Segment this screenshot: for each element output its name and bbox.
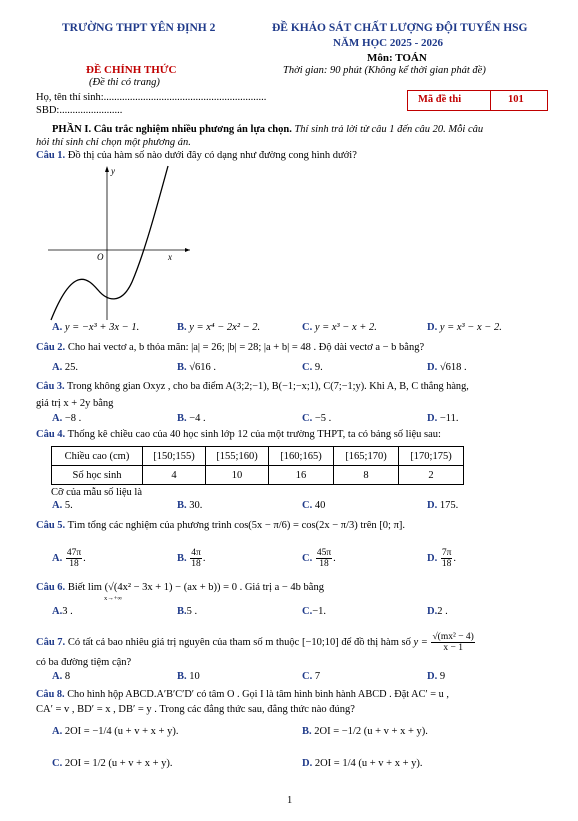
table-cell: [165;170) [334,447,399,466]
part1-instr1: Thí sinh trả lời từ câu 1 đến câu 20. Mỗi câu [294,124,484,135]
q6-line [36,582,324,593]
q5-label: Câu 5. [36,520,66,531]
table-row [52,466,464,485]
q4-line [36,429,441,440]
exam-code-box [407,90,548,111]
q2-text: Cho hai vectơ a, b thỏa mãn: |a| = 26; |b| = 28; |a + b| = 48 . Độ dài vectơ a − b bằng? [67,342,425,353]
table-cell: Số học sinh [52,466,143,485]
q4-label: Câu 4. [36,429,66,440]
height-stats-table [51,446,464,485]
q5-line [36,520,405,531]
part1-heading [36,124,483,135]
q5-option-c[interactable]: C. $\frac{45\pi}{18}$ . [302,548,336,569]
x-axis-label: x [168,252,172,262]
q1-option-a[interactable]: A. y = −x³ + 3x − 1. [52,322,140,333]
q7-option-d[interactable]: D. 9 [427,671,446,682]
q5-option-b[interactable]: B. $\frac{4\pi}{18}$ . [177,548,206,569]
q1-graph [44,162,194,322]
q8-text: Cho hình hộp ABCD.A′B′C′D′ có tâm O . Gọi I là tâm hình bình hành ABCD . Đặt AC′ = u , [67,689,449,700]
sbd-line: SBD:........................ [36,105,123,116]
q1-text: Đồ thị của hàm số nào dưới đây có dạng như đường cong hình dưới? [67,150,357,161]
table-cell: Chiều cao (cm) [52,447,143,466]
origin-label: O [97,252,104,262]
table-cell: [150;155) [143,447,206,466]
q6-option-a[interactable]: A.3 . [52,606,73,617]
table-row [52,447,464,466]
q8-option-b[interactable]: B. 2OI = −1/2 (u + v + x + y). [302,726,428,737]
q2-option-a[interactable]: A. 25. [52,362,78,373]
q6-option-d[interactable]: D.2 . [427,606,448,617]
q2-label: Câu 2. [36,342,66,353]
q3-text2: giá trị x + 2y bằng [36,398,114,409]
q7-func-den: x − 1 [443,643,463,653]
function-curve [51,166,168,320]
q1-label: Câu 1. [36,150,66,161]
table-cell: 4 [143,466,206,485]
q7-text2: có ba đường tiệm cận? [36,657,132,668]
duration: Thời gian: 90 phút (Không kể thời gian phát đề) [283,65,486,76]
part1-instr2: hỏi thí sinh chỉ chọn một phương án. [36,137,191,148]
school-name: TRƯỜNG THPT YÊN ĐỊNH 2 [62,22,216,34]
q6-label: Câu 6. [36,582,66,593]
q6-text: Biết lim (√(4x² − 3x + 1) − (ax + b)) = 0 . Giá trị a − 4b bằng [67,582,324,593]
q2-line [36,342,424,353]
q1-line [36,150,357,161]
q4-option-d[interactable]: D. 175. [427,500,459,511]
q1-option-b[interactable]: B. y = x⁴ − 2x² − 2. [177,322,261,333]
q8-text2: CA′ = v , BD′ = x , DB′ = y . Trong các đẳng thức sau, đẳng thức nào đúng? [36,704,355,715]
q3-line [36,381,469,392]
table-cell: [170;175) [399,447,464,466]
q3-text: Trong không gian Oxyz , cho ba điểm A(3;2;−1), B(−1;−x;1), C(7;−1;y). Khi A, B, C thẳng hàng, [67,381,469,392]
subject: Môn: TOÁN [367,52,427,64]
y-axis-arrow [105,166,109,172]
exam-title: ĐỀ KHẢO SÁT CHẤT LƯỢNG ĐỘI TUYỂN HSG [272,22,528,34]
q3-option-d[interactable]: D. −11. [427,413,459,424]
q8-line [36,689,449,700]
q2-option-c[interactable]: C. 9. [302,362,323,373]
page-number: 1 [287,795,293,806]
q7-line: Câu 7. Có tất cả bao nhiêu giá trị nguyên của tham số m thuộc [−10;10] để đồ thị hàm số y = $\frac{\text{√(mx² − 4)}}{x - 1}$ [36,632,474,653]
q3-label: Câu 3. [36,381,65,392]
official-label: ĐỀ CHÍNH THỨC [86,64,177,76]
part1-title: PHẦN I. Câu trắc nghiệm nhiều phương án lựa chọn. [52,124,292,135]
q5-option-d[interactable]: D. $\frac{7\pi}{18}$ . [427,548,457,569]
q7-label: Câu 7. [36,636,66,648]
q1-option-d[interactable]: D. y = x³ − x − 2. [427,322,502,333]
q7-func-num: √(mx² − 4) [432,632,474,642]
q8-option-c[interactable]: C. 2OI = 1/2 (u + v + x + y). [52,758,173,769]
q3-option-a[interactable]: A. −8 . [52,413,82,424]
q4-option-a[interactable]: A. 5. [52,500,73,511]
y-axis-label: y [111,166,115,176]
table-cell: 8 [334,466,399,485]
q1-option-c[interactable]: C. y = x³ − x + 2. [302,322,377,333]
table-cell: [160;165) [269,447,334,466]
q8-option-a[interactable]: A. 2OI = −1/4 (u + v + x + y). [52,726,179,737]
q4-text2: Cỡ của mẫu số liệu là [51,487,142,498]
x-axis-arrow [185,248,190,252]
q3-option-c[interactable]: C. −5 . [302,413,332,424]
table-cell: 2 [399,466,464,485]
q3-option-b[interactable]: B. −4 . [177,413,206,424]
school-year: NĂM HỌC 2025 - 2026 [333,37,443,49]
q4-option-c[interactable]: C. 40 [302,500,326,511]
exam-code-value: 101 [508,94,524,105]
q8-label: Câu 8. [36,689,65,700]
q6-lim-sub: x→+∞ [104,595,123,602]
q5-text: Tìm tổng các nghiệm của phương trình cos(5x − π/6) = cos(2x − π/3) trên [0; π]. [67,520,406,531]
student-name-line: Họ, tên thí sinh:.............................................................. [36,92,267,103]
exam-code-label: Mã đề thi [418,94,462,105]
q6-option-b[interactable]: B.5 . [177,606,198,617]
pages-note: (Đề thi có trang) [89,77,160,88]
q6-option-c[interactable]: C.−1. [302,606,327,617]
q7-text: Có tất cả bao nhiêu giá trị nguyên của tham số m thuộc [−10;10] để đồ thị hàm số [67,636,411,648]
table-cell: 16 [269,466,334,485]
q2-option-d[interactable]: D. √618 . [427,362,467,373]
q7-option-c[interactable]: C. 7 [302,671,321,682]
q7-option-b[interactable]: B. 10 [177,671,200,682]
q4-option-b[interactable]: B. 30. [177,500,203,511]
q5-option-a[interactable]: A. $\frac{47\pi}{18}$ . [52,548,86,569]
q7-option-a[interactable]: A. 8 [52,671,71,682]
q4-text: Thống kê chiều cao của 40 học sinh lớp 12 của một trường THPT, ta có bảng số liệu sau: [67,429,441,440]
q2-option-b[interactable]: B. √616 . [177,362,217,373]
q8-option-d[interactable]: D. 2OI = 1/4 (u + v + x + y). [302,758,423,769]
table-cell: [155;160) [206,447,269,466]
table-cell: 10 [206,466,269,485]
